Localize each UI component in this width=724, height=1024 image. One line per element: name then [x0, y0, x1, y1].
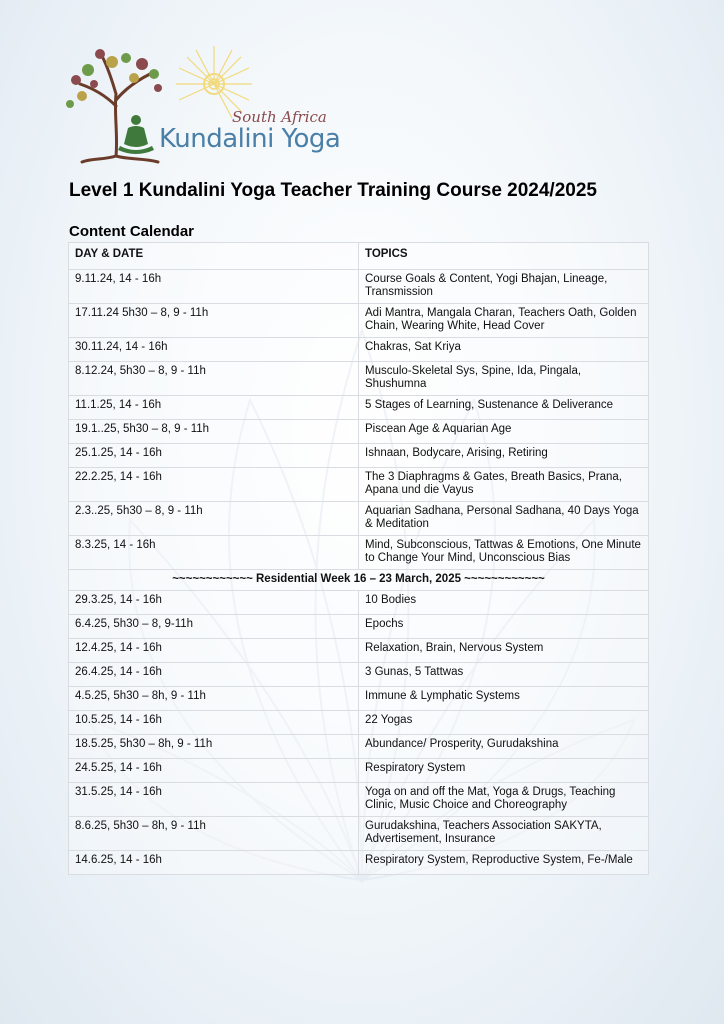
table-row	[69, 304, 649, 338]
table-row	[69, 536, 649, 570]
topics-cell: Chakras, Sat Kriya	[359, 338, 649, 362]
topics-cell: 10 Bodies	[359, 591, 649, 615]
topics-cell: Course Goals & Content, Yogi Bhajan, Lineage, Transmission	[359, 270, 649, 304]
table-row	[69, 851, 649, 875]
topics-cell: 5 Stages of Learning, Sustenance & Deliverance	[359, 396, 649, 420]
date-cell: 12.4.25, 14 - 16h	[69, 639, 359, 663]
table-row	[69, 663, 649, 687]
date-cell: 22.2.25, 14 - 16h	[69, 468, 359, 502]
topics-cell: Relaxation, Brain, Nervous System	[359, 639, 649, 663]
table-row	[69, 270, 649, 304]
table-row	[69, 759, 649, 783]
date-cell: 9.11.24, 14 - 16h	[69, 270, 359, 304]
date-cell: 8.6.25, 5h30 – 8h, 9 - 11h	[69, 817, 359, 851]
table-row	[69, 735, 649, 759]
table-row	[69, 362, 649, 396]
date-cell: 26.4.25, 14 - 16h	[69, 663, 359, 687]
date-cell: 24.5.25, 14 - 16h	[69, 759, 359, 783]
date-cell: 10.5.25, 14 - 16h	[69, 711, 359, 735]
topics-cell: Piscean Age & Aquarian Age	[359, 420, 649, 444]
table-row	[69, 783, 649, 817]
topics-cell: Respiratory System, Reproductive System, Fe-/Male	[359, 851, 649, 875]
column-header-topics: TOPICS	[359, 243, 649, 270]
table-row	[69, 396, 649, 420]
topics-cell: Musculo-Skeletal Sys, Spine, Ida, Pingala, Shushumna	[359, 362, 649, 396]
table-row	[69, 615, 649, 639]
residential-week-row	[69, 570, 649, 591]
topics-cell: 22 Yogas	[359, 711, 649, 735]
topics-cell: Mind, Subconscious, Tattwas & Emotions, One Minute to Change Your Mind, Unconscious Bias	[359, 536, 649, 570]
date-cell: 2.3..25, 5h30 – 8, 9 - 11h	[69, 502, 359, 536]
table-row	[69, 444, 649, 468]
section-title: Content Calendar	[69, 223, 195, 240]
topics-cell: Ishnaan, Bodycare, Arising, Retiring	[359, 444, 649, 468]
topics-cell: Gurudakshina, Teachers Association SAKYTA, Advertisement, Insurance	[359, 817, 649, 851]
table-row	[69, 338, 649, 362]
table-row	[69, 711, 649, 735]
content-calendar-table	[68, 242, 649, 875]
topics-cell: 3 Gunas, 5 Tattwas	[359, 663, 649, 687]
table-row	[69, 420, 649, 444]
page-title: Level 1 Kundalini Yoga Teacher Training Course 2024/2025	[69, 180, 597, 201]
table-row	[69, 639, 649, 663]
topics-cell: Abundance/ Prosperity, Gurudakshina	[359, 735, 649, 759]
table-row	[69, 591, 649, 615]
date-cell: 14.6.25, 14 - 16h	[69, 851, 359, 875]
date-cell: 29.3.25, 14 - 16h	[69, 591, 359, 615]
date-cell: 30.11.24, 14 - 16h	[69, 338, 359, 362]
date-cell: 19.1..25, 5h30 – 8, 9 - 11h	[69, 420, 359, 444]
date-cell: 8.3.25, 14 - 16h	[69, 536, 359, 570]
topics-cell: Aquarian Sadhana, Personal Sadhana, 40 Days Yoga & Meditation	[359, 502, 649, 536]
table-row	[69, 817, 649, 851]
date-cell: 17.11.24 5h30 – 8, 9 - 11h	[69, 304, 359, 338]
date-cell: 31.5.25, 14 - 16h	[69, 783, 359, 817]
topics-cell: Yoga on and off the Mat, Yoga & Drugs, Teaching Clinic, Music Choice and Choreography	[359, 783, 649, 817]
topics-cell: Adi Mantra, Mangala Charan, Teachers Oath, Golden Chain, Wearing White, Head Cover	[359, 304, 649, 338]
logo-tagline: South Africa	[232, 108, 327, 126]
date-cell: 11.1.25, 14 - 16h	[69, 396, 359, 420]
topics-cell: Epochs	[359, 615, 649, 639]
table-row	[69, 687, 649, 711]
date-cell: 18.5.25, 5h30 – 8h, 9 - 11h	[69, 735, 359, 759]
date-cell: 8.12.24, 5h30 – 8, 9 - 11h	[69, 362, 359, 396]
table-row	[69, 502, 649, 536]
date-cell: 25.1.25, 14 - 16h	[69, 444, 359, 468]
logo-name: Kundalini Yoga	[159, 124, 341, 154]
date-cell: 4.5.25, 5h30 – 8h, 9 - 11h	[69, 687, 359, 711]
topics-cell: The 3 Diaphragms & Gates, Breath Basics, Prana, Apana und die Vayus	[359, 468, 649, 502]
column-header-date: DAY & DATE	[69, 243, 359, 270]
residential-week-banner: ~~~~~~~~~~~~ Residential Week 16 – 23 March, 2025 ~~~~~~~~~~~~	[69, 570, 649, 591]
table-row	[69, 468, 649, 502]
topics-cell: Immune & Lymphatic Systems	[359, 687, 649, 711]
date-cell: 6.4.25, 5h30 – 8, 9-11h	[69, 615, 359, 639]
topics-cell: Respiratory System	[359, 759, 649, 783]
table-header-row	[69, 243, 649, 270]
